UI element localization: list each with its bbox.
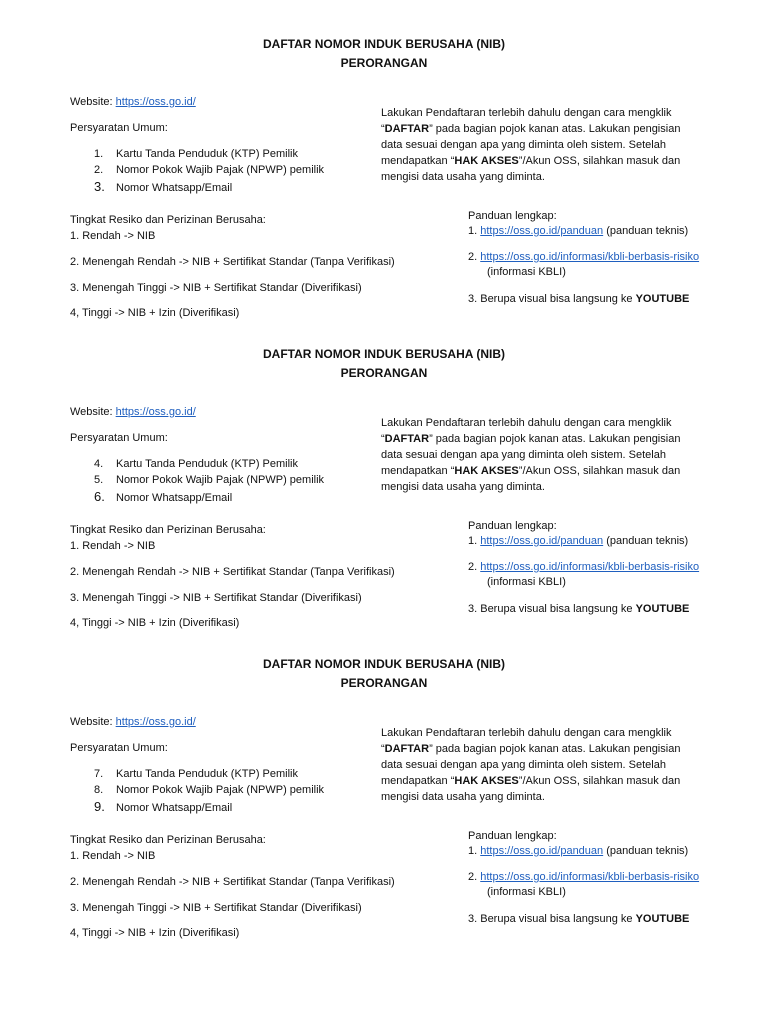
panduan-number: 1. [468,225,481,237]
risk-item: 3. Menengah Tinggi -> NIB + Sertifikat Standar (Diverifikasi) [70,282,362,294]
hak-akses-bold: HAK AKSES [454,155,519,167]
requirement-item [94,800,232,815]
panduan-item [468,534,688,548]
panduan-note: (panduan teknis) [603,225,689,237]
para-text: ”/Akun OSS, silahkan masuk dan [518,775,681,787]
daftar-bold: DAFTAR [384,433,430,445]
para-text: ” pada bagian pojok kanan atas. Lakukan pengisian [429,743,681,755]
para-text: ” pada bagian pojok kanan atas. Lakukan pengisian [429,433,681,445]
para-line: Lakukan Pendaftaran terlebih dahulu dengan cara mengklik [381,727,672,739]
youtube-bold: YOUTUBE [635,603,690,615]
risk-item: 2. Menengah Rendah -> NIB + Sertifikat Standar (Tanpa Verifikasi) [70,566,395,578]
panduan-item [468,912,689,926]
para-text: mendapatkan “ [381,155,455,167]
website-line [70,715,196,729]
website-line [70,405,196,419]
requirement-number: 1. [94,148,104,160]
risk-item: 3. Menengah Tinggi -> NIB + Sertifikat Standar (Diverifikasi) [70,902,362,914]
kbli-link[interactable]: https://oss.go.id/informasi/kbli-berbasis-risiko [480,251,700,263]
requirement-text: Kartu Tanda Penduduk (KTP) Pemilik [116,148,298,160]
panduan-title: Panduan lengkap: [468,210,557,222]
section-subtitle: PERORANGAN [340,366,428,380]
daftar-bold: DAFTAR [384,743,430,755]
website-link[interactable]: https://oss.go.id/ [115,406,196,418]
para-line [381,431,731,447]
requirement-number: 9. [94,799,105,814]
risk-item: 1. Rendah -> NIB [70,850,156,862]
requirement-text: Kartu Tanda Penduduk (KTP) Pemilik [116,458,298,470]
panduan-item [468,870,699,884]
para-line: Lakukan Pendaftaran terlebih dahulu dengan cara mengklik [381,417,672,429]
requirement-text: Nomor Pokok Wajib Pajak (NPWP) pemilik [116,474,325,486]
panduan-note: (panduan teknis) [603,535,689,547]
persyaratan-label: Persyaratan Umum: [70,122,168,134]
risk-item: 4, Tinggi -> NIB + Izin (Diverifikasi) [70,927,240,939]
requirement-text: Nomor Pokok Wajib Pajak (NPWP) pemilik [116,784,325,796]
para-line [381,463,731,479]
requirement-text: Nomor Whatsapp/Email [116,802,233,814]
daftar-bold: DAFTAR [384,123,430,135]
panduan-note: (informasi KBLI) [487,266,566,278]
panduan-number: 2. [468,561,481,573]
risk-item: 4, Tinggi -> NIB + Izin (Diverifikasi) [70,617,240,629]
requirement-number: 6. [94,489,105,504]
panduan-number: 2. [468,871,481,883]
requirement-item [94,783,324,797]
para-text: mendapatkan “ [381,775,455,787]
youtube-bold: YOUTUBE [635,913,690,925]
risk-item: 4, Tinggi -> NIB + Izin (Diverifikasi) [70,307,240,319]
risk-item: 1. Rendah -> NIB [70,540,156,552]
risk-item: 3. Menengah Tinggi -> NIB + Sertifikat Standar (Diverifikasi) [70,592,362,604]
risk-item: 1. Rendah -> NIB [70,230,156,242]
panduan-title: Panduan lengkap: [468,520,557,532]
kbli-link[interactable]: https://oss.go.id/informasi/kbli-berbasis-risiko [480,871,700,883]
requirement-text: Nomor Whatsapp/Email [116,182,233,194]
para-line: Lakukan Pendaftaran terlebih dahulu dengan cara mengklik [381,107,672,119]
para-text: ” pada bagian pojok kanan atas. Lakukan pengisian [429,123,681,135]
instruction-paragraph [381,415,731,495]
requirement-text: Nomor Pokok Wajib Pajak (NPWP) pemilik [116,164,325,176]
website-link[interactable]: https://oss.go.id/ [115,96,196,108]
panduan-item [468,844,688,858]
para-text: ”/Akun OSS, silahkan masuk dan [518,465,681,477]
requirement-text: Kartu Tanda Penduduk (KTP) Pemilik [116,768,298,780]
quote-mark: “ [381,123,385,135]
requirement-item [94,473,324,487]
risk-item: 2. Menengah Rendah -> NIB + Sertifikat Standar (Tanpa Verifikasi) [70,876,395,888]
requirement-item [94,163,324,177]
persyaratan-label: Persyaratan Umum: [70,742,168,754]
website-link[interactable]: https://oss.go.id/ [115,716,196,728]
hak-akses-bold: HAK AKSES [454,775,519,787]
website-label: Website: [70,406,116,418]
requirement-item [94,490,232,505]
risk-title: Tingkat Resiko dan Perizinan Berusaha: [70,214,266,226]
para-line: mengisi data usaha yang diminta. [381,791,545,803]
requirement-number: 2. [94,164,104,176]
panduan-title: Panduan lengkap: [468,830,557,842]
nib-section [0,310,768,629]
website-label: Website: [70,716,116,728]
para-line [381,153,731,169]
panduan-text: 3. Berupa visual bisa langsung ke [468,603,636,615]
requirement-item [94,180,232,195]
instruction-paragraph [381,105,731,185]
para-text: mendapatkan “ [381,465,455,477]
requirement-item [94,147,298,161]
requirement-item [94,457,298,471]
requirement-item [94,767,298,781]
section-title: DAFTAR NOMOR INDUK BERUSAHA (NIB) [263,37,505,51]
website-label: Website: [70,96,116,108]
section-title: DAFTAR NOMOR INDUK BERUSAHA (NIB) [263,657,505,671]
panduan-text: 3. Berupa visual bisa langsung ke [468,913,636,925]
para-line: data sesuai dengan apa yang diminta oleh sistem. Setelah [381,449,666,461]
panduan-link[interactable]: https://oss.go.id/panduan [480,845,604,857]
panduan-link[interactable]: https://oss.go.id/panduan [480,535,604,547]
hak-akses-bold: HAK AKSES [454,465,519,477]
panduan-number: 1. [468,535,481,547]
quote-mark: “ [381,433,385,445]
para-line [381,773,731,789]
persyaratan-label: Persyaratan Umum: [70,432,168,444]
panduan-item [468,292,689,306]
panduan-note: (informasi KBLI) [487,886,566,898]
para-line: data sesuai dengan apa yang diminta oleh sistem. Setelah [381,759,666,771]
para-line [381,121,731,137]
instruction-paragraph [381,725,731,805]
para-line: mengisi data usaha yang diminta. [381,481,545,493]
panduan-text: 3. Berupa visual bisa langsung ke [468,293,636,305]
requirement-number: 7. [94,768,104,780]
panduan-item [468,602,689,616]
requirement-text: Nomor Whatsapp/Email [116,492,233,504]
section-title: DAFTAR NOMOR INDUK BERUSAHA (NIB) [263,347,505,361]
requirement-number: 4. [94,458,104,470]
para-text: ”/Akun OSS, silahkan masuk dan [518,155,681,167]
section-subtitle: PERORANGAN [340,676,428,690]
panduan-link[interactable]: https://oss.go.id/panduan [480,225,604,237]
requirement-number: 3. [94,179,105,194]
risk-item: 2. Menengah Rendah -> NIB + Sertifikat Standar (Tanpa Verifikasi) [70,256,395,268]
para-line: mengisi data usaha yang diminta. [381,171,545,183]
risk-title: Tingkat Resiko dan Perizinan Berusaha: [70,834,266,846]
requirement-number: 8. [94,784,104,796]
para-line: data sesuai dengan apa yang diminta oleh sistem. Setelah [381,139,666,151]
youtube-bold: YOUTUBE [635,293,690,305]
requirement-number: 5. [94,474,104,486]
section-subtitle: PERORANGAN [340,56,428,70]
nib-section [0,620,768,939]
quote-mark: “ [381,743,385,755]
kbli-link[interactable]: https://oss.go.id/informasi/kbli-berbasis-risiko [480,561,700,573]
panduan-note: (panduan teknis) [603,845,689,857]
para-line [381,741,731,757]
panduan-item [468,224,688,238]
panduan-item [468,560,699,574]
panduan-note: (informasi KBLI) [487,576,566,588]
panduan-number: 1. [468,845,481,857]
panduan-item [468,250,699,264]
risk-title: Tingkat Resiko dan Perizinan Berusaha: [70,524,266,536]
nib-section [0,0,768,319]
website-line [70,95,196,109]
panduan-number: 2. [468,251,481,263]
